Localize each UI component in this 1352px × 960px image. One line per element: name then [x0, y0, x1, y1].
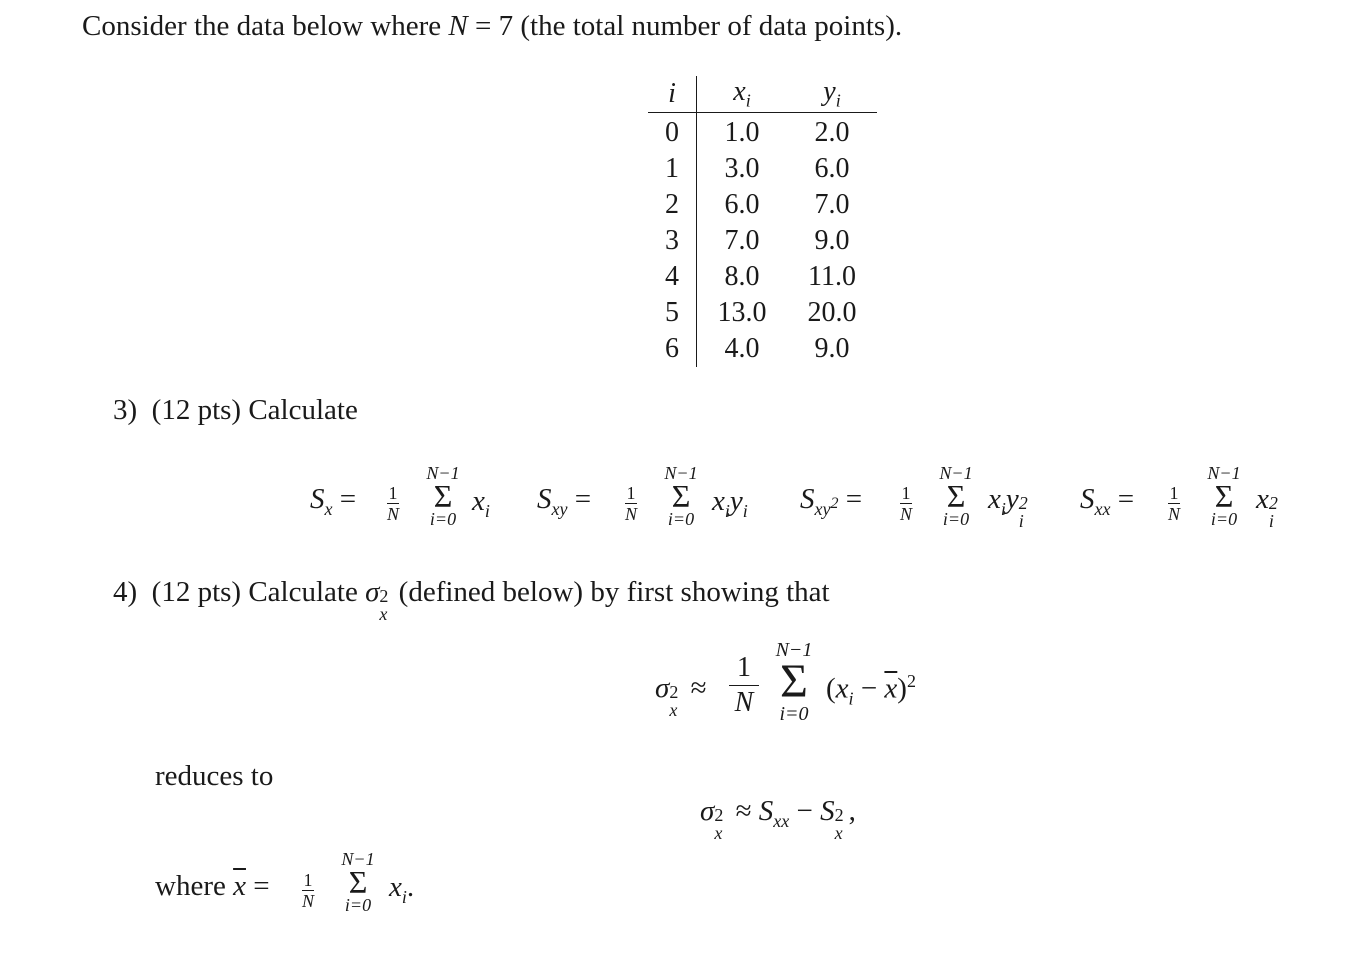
table-row [648, 113, 877, 152]
sigma-def-sum: N−1 Σ i=0 [775, 639, 813, 725]
cell-i: 6 [648, 331, 697, 367]
formula-sx-sum: N−1 Σ i=0 [426, 463, 460, 529]
xbar-def-sum: N−1 Σ i=0 [341, 849, 375, 915]
formula-sxx-lhs: $S_{xx}$ = [1080, 483, 1135, 519]
table-row [648, 151, 877, 187]
q3-label: 3) (12 pts) Calculate [113, 394, 358, 426]
cell-i: 0 [648, 113, 697, 152]
sigma-def-term: $(x_i - \overline{x})^2$ [826, 671, 916, 709]
cell-i: 2 [648, 187, 697, 223]
formula-sxy2-sum: N−1 Σ i=0 [939, 463, 973, 529]
cell-y: 9.0 [814, 333, 850, 364]
table-row [648, 331, 877, 367]
cell-x: 8.0 [724, 261, 760, 292]
header-y: $y_i$ [787, 76, 877, 113]
formula-sxy-term: $x_iy_i$ [712, 485, 748, 521]
formula-sxy2-term: $x_iy$ 2 i [988, 483, 1028, 531]
xbar-def-lhs: where $\overline{x}$ = [155, 870, 270, 902]
cell-y: 9.0 [814, 225, 850, 256]
formula-sxy-lhs: $S_{xy}$ = [537, 483, 592, 519]
formula-sxx-sum: N−1 Σ i=0 [1207, 463, 1241, 529]
formula-sx-lhs: $S_x$ = [310, 483, 357, 519]
formula-sxy-frac: $\frac{1}{N}$ [625, 483, 638, 524]
reduces-to-text: reduces to [155, 760, 274, 792]
formula-sxx-frac: $\frac{1}{N}$ [1168, 483, 1181, 524]
formula-sx-frac: $\frac{1}{N}$ [387, 483, 400, 524]
sigma-def-frac: $\frac{1}{N}$ [729, 654, 759, 717]
xbar-def-frac: $\frac{1}{N}$ [302, 870, 315, 911]
table-header-row [648, 76, 877, 113]
formula-sxy2-lhs: $S_{xy^2}$ = [800, 483, 863, 519]
cell-y: 11.0 [808, 261, 856, 292]
cell-i: 5 [648, 295, 697, 331]
data-table [648, 76, 877, 367]
cell-x: 7.0 [724, 225, 760, 256]
cell-y: 6.0 [814, 153, 850, 184]
table-row [648, 259, 877, 295]
header-x: $x_i$ [697, 76, 788, 113]
xbar-def-term: $x_i$. [389, 871, 415, 907]
intro-text: Consider the data below where N = 7 (the total number of data points). [82, 10, 903, 42]
cell-x: 3.0 [724, 153, 760, 184]
cell-y: 7.0 [814, 189, 850, 220]
cell-i: 1 [648, 151, 697, 187]
result-equation: σ 2 x ≈ $S_{xx} - S$ 2 x , [700, 795, 856, 843]
cell-x: 13.0 [717, 297, 767, 328]
cell-i: 4 [648, 259, 697, 295]
cell-x: 4.0 [724, 333, 760, 364]
cell-y: 20.0 [807, 297, 857, 328]
table-row [648, 187, 877, 223]
table-row [648, 223, 877, 259]
cell-y: 2.0 [814, 117, 850, 148]
formula-sx-term: $x_i$ [472, 485, 490, 521]
formula-sxx-term: x 2 i [1256, 483, 1278, 531]
sigma-def-lhs: σ 2 x ≈ [655, 672, 707, 720]
formula-sxy2-frac: $\frac{1}{N}$ [900, 483, 913, 524]
formula-sxy-sum: N−1 Σ i=0 [664, 463, 698, 529]
cell-x: 6.0 [724, 189, 760, 220]
cell-x: 1.0 [724, 117, 760, 148]
q4-label: 4) (12 pts) Calculate σ 2 x (defined below) by first showing that [113, 576, 830, 624]
table-row [648, 295, 877, 331]
header-i: i [648, 76, 697, 113]
cell-i: 3 [648, 223, 697, 259]
